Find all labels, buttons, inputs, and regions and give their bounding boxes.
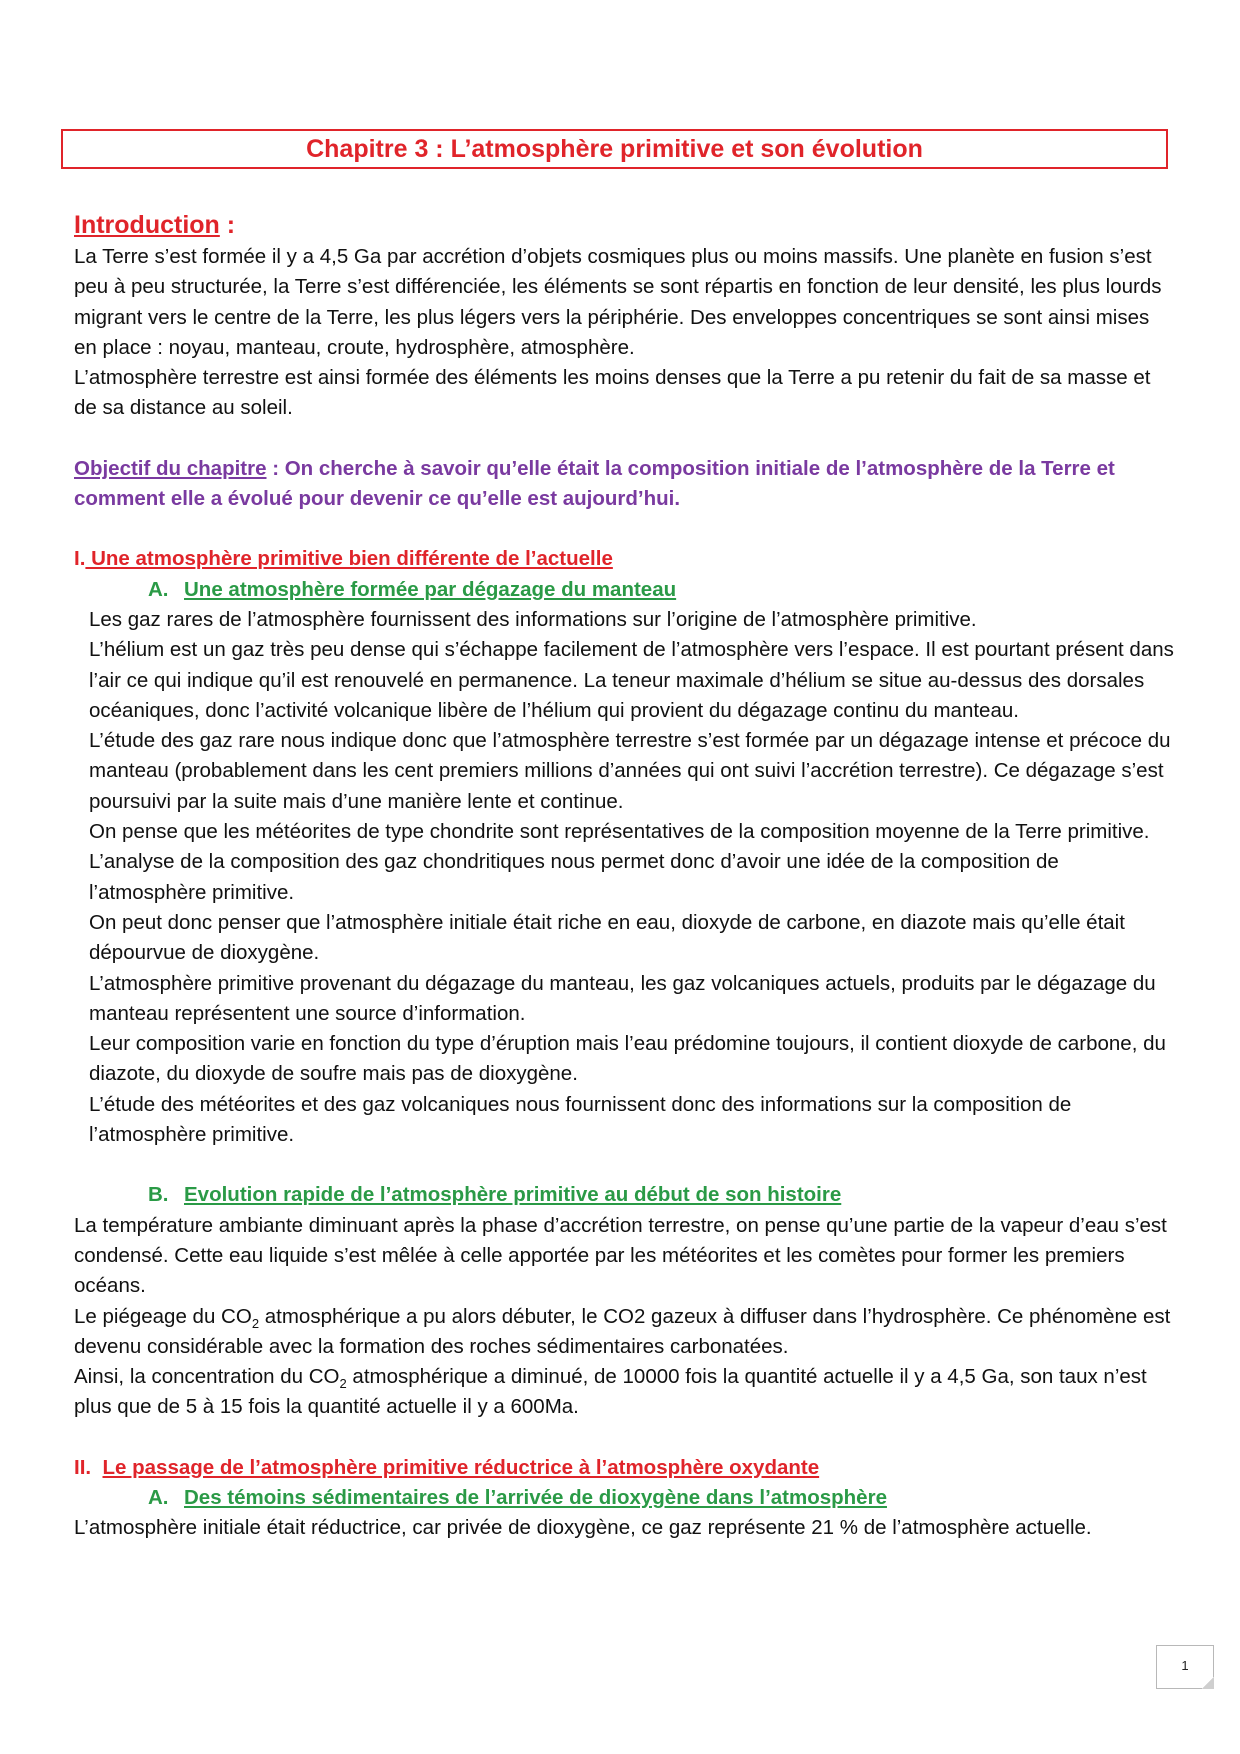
spacer <box>74 1150 1174 1180</box>
section-1a-paragraph: L’étude des gaz rare nous indique donc que l’atmosphère terrestre s’est formée par un dégazage intense et précoce du manteau (probablement dans les cent premiers millions d’années qui ont suivi l’accrétion terrestre). Ce dégazage s’est poursuivi par la suite mais d’une manière lente et continue. <box>89 729 1171 813</box>
introduction-paragraph-1: La Terre s’est formée il y a 4,5 Ga par accrétion d’objets cosmiques plus ou moins massifs. Une planète en fusion s’est peu à peu structurée, la Terre s’est différenciée, les éléments se sont répartis en fonction de leur densité, les plus lourds migrant vers le centre de la Terre, les plus légers vers la périphérie. Des enveloppes concentriques se sont ainsi mises en place : noyau, manteau, croute, hydrosphère, atmosphère. <box>74 245 1162 359</box>
co2-text-a: Ainsi, la concentration du CO <box>74 1365 340 1389</box>
spacer <box>74 1423 1174 1453</box>
section-2a-paragraph-1: L’atmosphère initiale était réductrice, car privée de dioxygène, ce gaz représente 21 % de l’atmosphère actuelle. <box>74 1516 1092 1540</box>
introduction-heading <box>74 208 1174 242</box>
co2-text-b: atmosphérique a diminué, de 10000 fois la quantité actuelle il y a 4,5 Ga, son taux n’est plus que de 5 à 15 fois la quantité actuelle il y a 600Ma. <box>74 1365 1147 1419</box>
section-1a-paragraph: On peut donc penser que l’atmosphère initiale était riche en eau, dioxyde de carbone, en diazote mais qu’elle était dépourvue de dioxygène. <box>89 910 1125 965</box>
co2-text-a: Le piégeage du CO <box>74 1304 252 1328</box>
introduction-heading-colon: : <box>219 211 236 239</box>
section-1b-paragraph-1: La température ambiante diminuant après la phase d’accrétion terrestre, on pense qu’une partie de la vapeur d’eau s’est condensé. Cette eau liquide s’est mêlée à celle apportée par les météorites et les comètes pour former les premiers océans. <box>74 1213 1167 1298</box>
section-1-number: I. <box>74 547 86 571</box>
co2-subscript: 2 <box>251 1315 260 1331</box>
section-1b-heading <box>74 1180 1174 1210</box>
section-2a-title: Des témoins sédimentaires de l’arrivée de dioxygène dans l’atmosphère <box>184 1485 887 1509</box>
section-2-title: Le passage de l’atmosphère primitive réductrice à l’atmosphère oxydante <box>102 1455 820 1479</box>
objective-text: : On cherche à savoir qu’elle était la composition initiale de l’atmosphère de la Terre et comment elle a évolué pour devenir ce qu’elle est aujourd’hui. <box>74 456 1115 511</box>
chapter-title: Chapitre 3 : L’atmosphère primitive et son évolution <box>61 129 1168 169</box>
section-1b-title: Evolution rapide de l’atmosphère primitive au début de son histoire <box>184 1183 842 1207</box>
section-2-number: II. <box>74 1455 92 1479</box>
section-1a-paragraph: Les gaz rares de l’atmosphère fournissent des informations sur l’origine de l’atmosphère primitive. <box>89 607 977 631</box>
co2-subscript: 2 <box>339 1376 347 1392</box>
objective-label: Objectif du chapitre <box>74 456 267 480</box>
section-1a-title: Une atmosphère formée par dégazage du manteau <box>184 577 677 601</box>
section-1-heading <box>74 544 1174 574</box>
page-number: 1 <box>1156 1645 1214 1689</box>
section-2-heading <box>74 1453 1174 1483</box>
section-1a-paragraph: L’hélium est un gaz très peu dense qui s’échappe facilement de l’atmosphère vers l’espace. Il est pourtant présent dans l’air ce qui indique qu’il est renouvelé en permanence. La teneur maximale d’hélium se situe au-dessus des dorsales océaniques, donc l’activité volcanique libère de l’hélium qui provient du dégazage continu du manteau. <box>89 638 1174 722</box>
spacer <box>74 424 1174 454</box>
section-1a-paragraph: On pense que les météorites de type chondrite sont représentatives de la composition moyenne de la Terre primitive. L’analyse de la composition des gaz chondritiques nous permet donc d’avoir une idée de la composition de l’atmosphère primitive. <box>89 820 1150 904</box>
introduction-paragraph-2: L’atmosphère terrestre est ainsi formée des éléments les moins denses que la Terre a pu retenir du fait de sa masse et de sa distance au soleil. <box>74 366 1151 420</box>
section-1-title: Une atmosphère primitive bien différente de l’actuelle <box>85 547 613 571</box>
section-1a-paragraph: Leur composition varie en fonction du type d’éruption mais l’eau prédomine toujours, il contient dioxyde de carbone, du diazote, du dioxyde de soufre mais pas de dioxygène. <box>89 1032 1166 1086</box>
introduction-heading-text: Introduction <box>74 211 220 239</box>
section-1a-letter: A. <box>148 577 169 601</box>
co2-text-b: atmosphérique a pu alors débuter, le CO2 gazeux à diffuser dans l’hydrosphère. Ce phénomène est devenu considérable avec la formation des roches sédimentaires carbonatées. <box>74 1304 1171 1358</box>
section-2a-letter: A. <box>148 1485 169 1509</box>
section-2a-heading <box>74 1483 1174 1513</box>
spacer <box>74 514 1174 544</box>
section-1a-paragraph: L’étude des météorites et des gaz volcaniques nous fournissent donc des informations sur la composition de l’atmosphère primitive. <box>89 1092 1072 1147</box>
section-1a-paragraph: L’atmosphère primitive provenant du dégazage du manteau, les gaz volcaniques actuels, produits par le dégazage du manteau représentent une source d’information. <box>89 971 1156 1025</box>
section-1b-letter: B. <box>148 1183 169 1207</box>
section-1b-paragraph-2 <box>74 1302 1174 1363</box>
document-body <box>74 208 1174 1544</box>
chapter-objective <box>74 454 1174 515</box>
section-1b-paragraph-3 <box>74 1362 1174 1423</box>
section-1a-body <box>74 605 1174 1150</box>
section-1a-heading <box>74 575 1174 605</box>
